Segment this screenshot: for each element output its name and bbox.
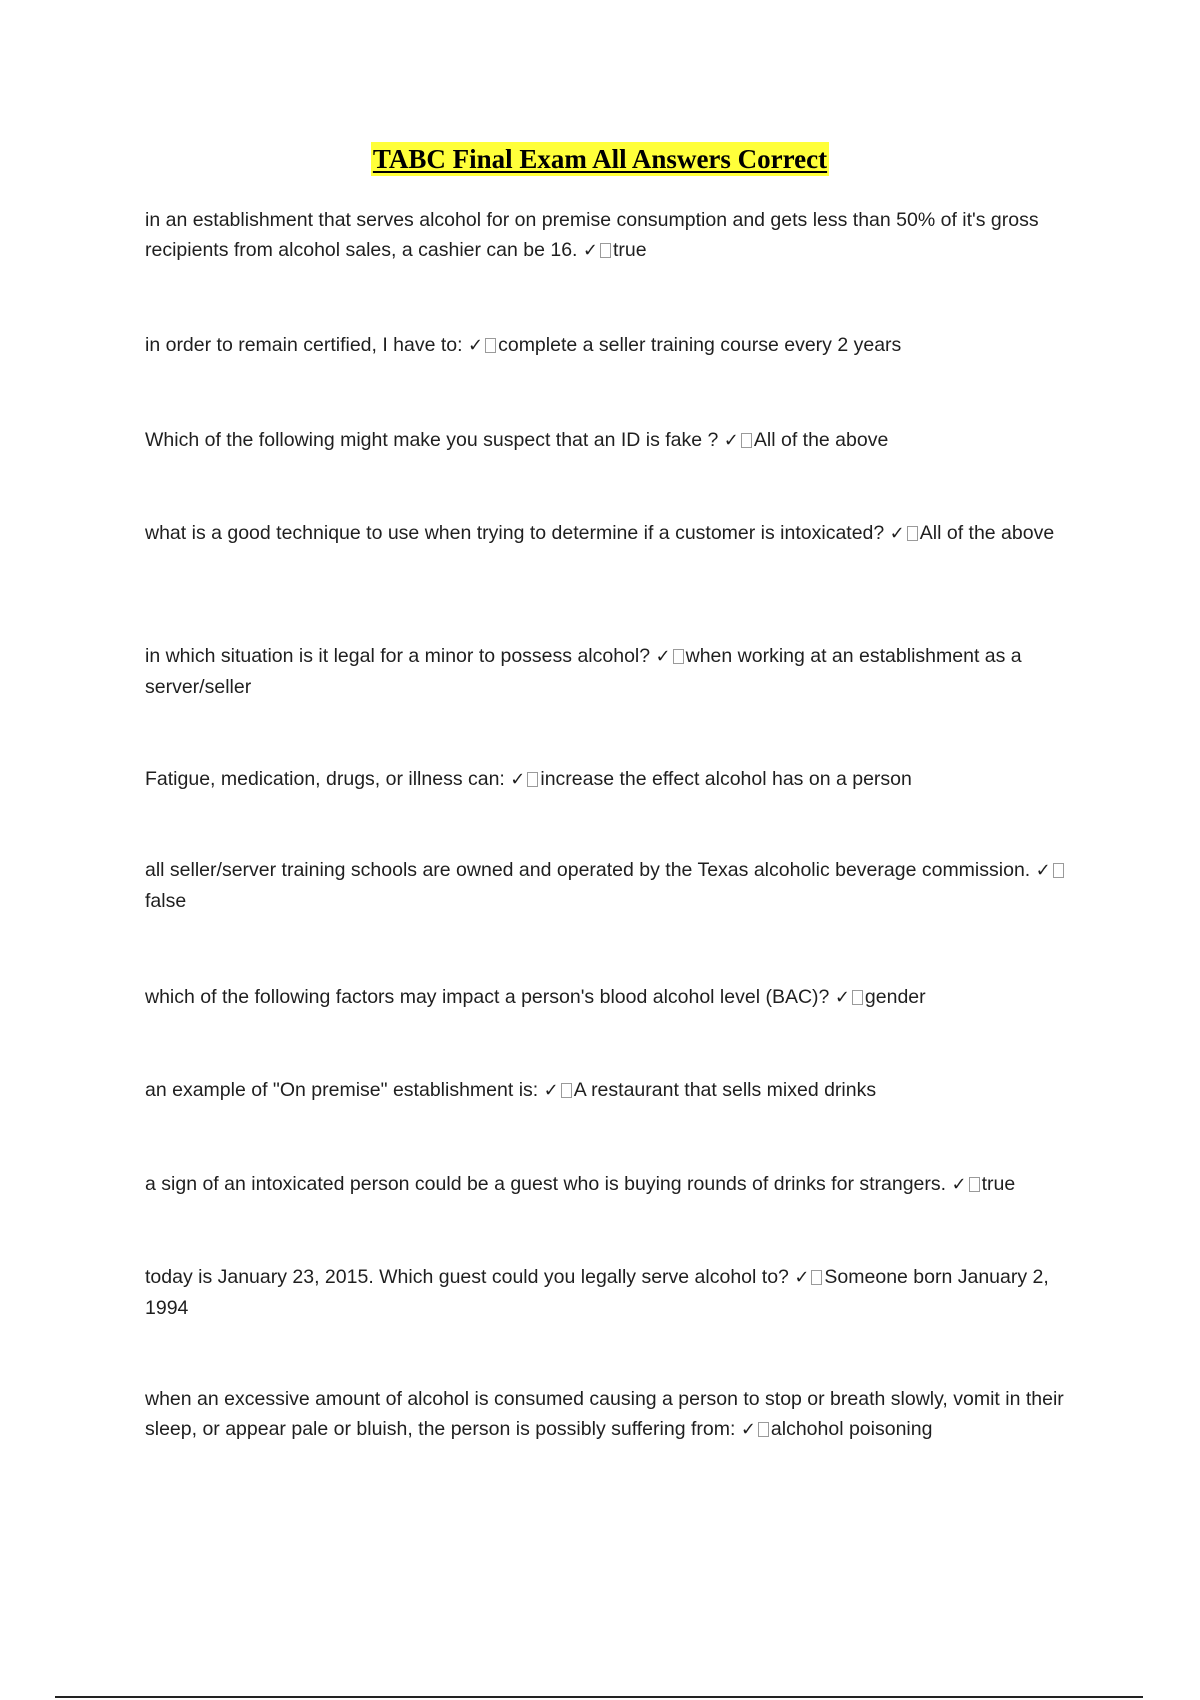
answer-text: Someone born January 2, 1994 (145, 1266, 1049, 1319)
answer-text: increase the effect alcohol has on a person (540, 768, 912, 790)
qa-item-10 (145, 1169, 1080, 1200)
question-text: when an excessive amount of alcohol is consumed causing a person to stop or breath slowly, vomit in their sleep, or appear pale or bluish, the person is possibly suffering from: (145, 1388, 1064, 1440)
box-icon (527, 772, 538, 787)
question-text: in which situation is it legal for a minor to possess alcohol? (145, 645, 651, 667)
answer-text: true (613, 239, 647, 261)
check-icon: ✓ (889, 523, 905, 544)
title-container (0, 142, 1200, 176)
question-text: which of the following factors may impact a person's blood alcohol level (BAC)? (145, 986, 830, 1008)
box-icon (741, 433, 752, 448)
answer-text: true (981, 1173, 1016, 1195)
question-text: a sign of an intoxicated person could be a guest who is buying rounds of drinks for strangers. (145, 1173, 947, 1195)
question-text: all seller/server training schools are owned and operated by the Texas alcoholic beverage commission. (145, 859, 1031, 881)
question-text: today is January 23, 2015. Which guest could you legally serve alcohol to? (145, 1266, 789, 1288)
qa-item-11 (145, 1262, 1080, 1323)
check-icon: ✓ (723, 430, 739, 451)
box-icon (811, 1270, 822, 1285)
answer-text: alchohol poisoning (770, 1418, 933, 1440)
box-icon (907, 526, 918, 541)
box-icon (673, 649, 684, 664)
check-icon: ✓ (655, 646, 671, 667)
question-text: Which of the following might make you suspect that an ID is fake ? (145, 429, 719, 451)
footer-divider (55, 1696, 1143, 1698)
check-icon: ✓ (951, 1174, 967, 1195)
question-text: in an establishment that serves alcohol for on premise consumption and gets less than 50% of it's gross recipients from alcohol sales, a cashier can be 16. (145, 209, 1039, 261)
box-icon (561, 1083, 572, 1098)
qa-item-4 (145, 518, 1080, 549)
box-icon (969, 1177, 980, 1192)
answer-text: when working at an establishment as a server/seller (145, 645, 1022, 698)
qa-item-2 (145, 330, 1080, 361)
check-icon: ✓ (740, 1419, 756, 1440)
check-icon: ✓ (794, 1267, 810, 1288)
question-text: Fatigue, medication, drugs, or illness can: (145, 768, 505, 790)
box-icon (600, 243, 611, 258)
check-icon: ✓ (510, 769, 526, 790)
answer-text: complete a seller training course every 2 years (498, 334, 902, 356)
box-icon (1053, 863, 1064, 878)
answer-text: A restaurant that sells mixed drinks (573, 1079, 877, 1101)
answer-text: false (145, 890, 187, 912)
qa-item-12 (145, 1384, 1080, 1445)
question-text: what is a good technique to use when trying to determine if a customer is intoxicated? (145, 522, 885, 544)
check-icon: ✓ (582, 240, 598, 261)
qa-item-1 (145, 205, 1080, 266)
question-text: an example of "On premise" establishment is: (145, 1079, 539, 1101)
qa-item-7 (145, 855, 1080, 916)
answer-text: All of the above (753, 429, 889, 451)
check-icon: ✓ (1035, 860, 1051, 881)
check-icon: ✓ (834, 987, 850, 1008)
answer-text: All of the above (919, 522, 1055, 544)
qa-item-8 (145, 982, 1080, 1013)
answer-text: gender (864, 986, 926, 1008)
qa-item-9 (145, 1075, 1080, 1106)
question-text: in order to remain certified, I have to: (145, 334, 463, 356)
document-title: TABC Final Exam All Answers Correct (372, 144, 828, 174)
box-icon (758, 1422, 769, 1437)
check-icon: ✓ (468, 335, 484, 356)
box-icon (852, 990, 863, 1005)
qa-item-5 (145, 641, 1080, 702)
qa-item-3 (145, 425, 1080, 456)
check-icon: ✓ (543, 1080, 559, 1101)
qa-item-6 (145, 764, 1080, 795)
box-icon (485, 338, 496, 353)
